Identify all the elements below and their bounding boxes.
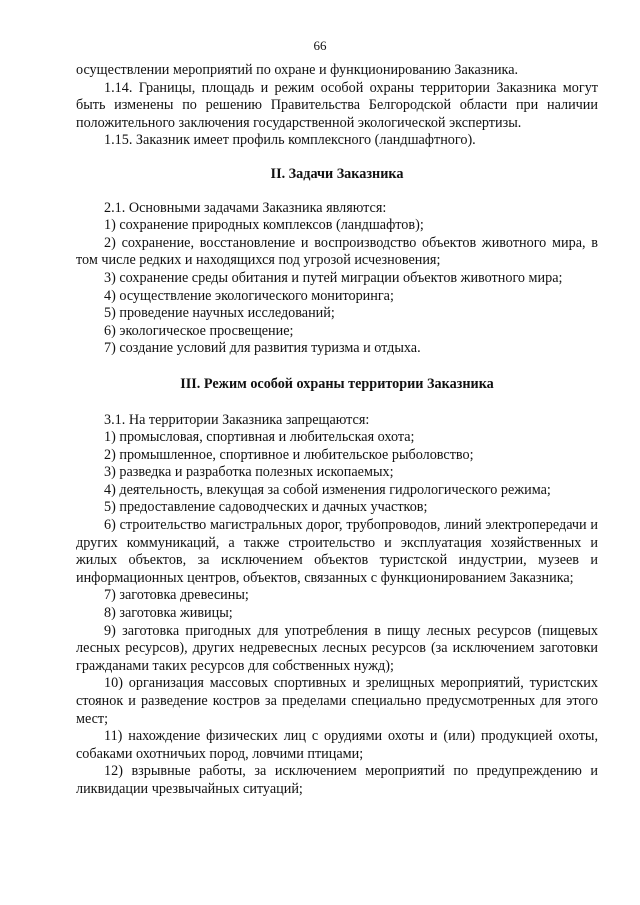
section-3-intro: 3.1. На территории Заказника запрещаются: [104,411,370,428]
list-item: 7) заготовка древесины; [104,587,249,604]
list-item: 1) сохранение природных комплексов (ландшафтов); [104,217,424,234]
list-item: 12) взрывные работы, за исключением мероприятий по предупреждению и ликвидации чрезвычайных ситуаций; [76,763,598,797]
list-item: 5) проведение научных исследований; [104,305,335,322]
section-2-heading: II. Задачи Заказника [270,165,404,182]
list-item: 2) промышленное, спортивное и любительское рыболовство; [104,446,474,463]
page-number: 66 [313,38,327,53]
paragraph-1-14: 1.14. Границы, площадь и режим особой охраны территории Заказника могут быть изменены по решению Правительства Белгородской области при наличии положительного заключения государственной экологической экспертизы. [76,79,598,131]
list-item: 8) заготовка живицы; [104,605,233,622]
list-item: 7) создание условий для развития туризма и отдыха. [104,340,421,357]
list-item: 6) экологическое просвещение; [104,322,294,339]
list-item: 9) заготовка пригодных для употребления в пищу лесных ресурсов (пищевых лесных ресурсов), других недревесных лесных ресурсов (за исключением заготовки гражданами таких ресурсов для собственных нужд); [76,622,598,674]
list-item: 3) разведка и разработка полезных ископаемых; [104,464,394,481]
list-item: 4) осуществление экологического мониторинга; [104,287,394,304]
section-3-heading: III. Режим особой охраны территории Заказника [180,375,494,392]
paragraph-continuation: осуществлении мероприятий по охране и функционированию Заказника. [76,62,519,78]
list-item: 1) промысловая, спортивная и любительская охота; [104,429,415,446]
paragraph-1-15: 1.15. Заказник имеет профиль комплексного (ландшафтного). [104,132,476,149]
list-item: 11) нахождение физических лиц с орудиями охоты и (или) продукцией охоты, собаками охотничьих пород, ловчими птицами; [76,728,598,762]
list-item: 3) сохранение среды обитания и путей миграции объектов животного мира; [104,269,563,286]
section-2-intro: 2.1. Основными задачами Заказника являются: [104,199,387,216]
list-item: 5) предоставление садоводческих и дачных участков; [104,499,428,516]
document-body [76,62,598,799]
list-item: 6) строительство магистральных дорог, трубопроводов, линий электропередачи и других коммуникаций, а также строительство и эксплуатация хозяйственных и жилых объектов, за исключением объектов туристской индустрии, музеев и информационных центров, объектов, связанных с функционированием Заказника; [76,517,598,586]
list-item: 2) сохранение, восстановление и воспроизводство объектов животного мира, в том числе редких и находящихся под угрозой исчезновения; [76,234,598,269]
list-item: 10) организация массовых спортивных и зрелищных мероприятий, туристских стоянок и разведение костров за пределами специально предусмотренных для этого мест; [76,675,598,727]
list-item: 4) деятельность, влекущая за собой изменения гидрологического режима; [104,481,551,498]
